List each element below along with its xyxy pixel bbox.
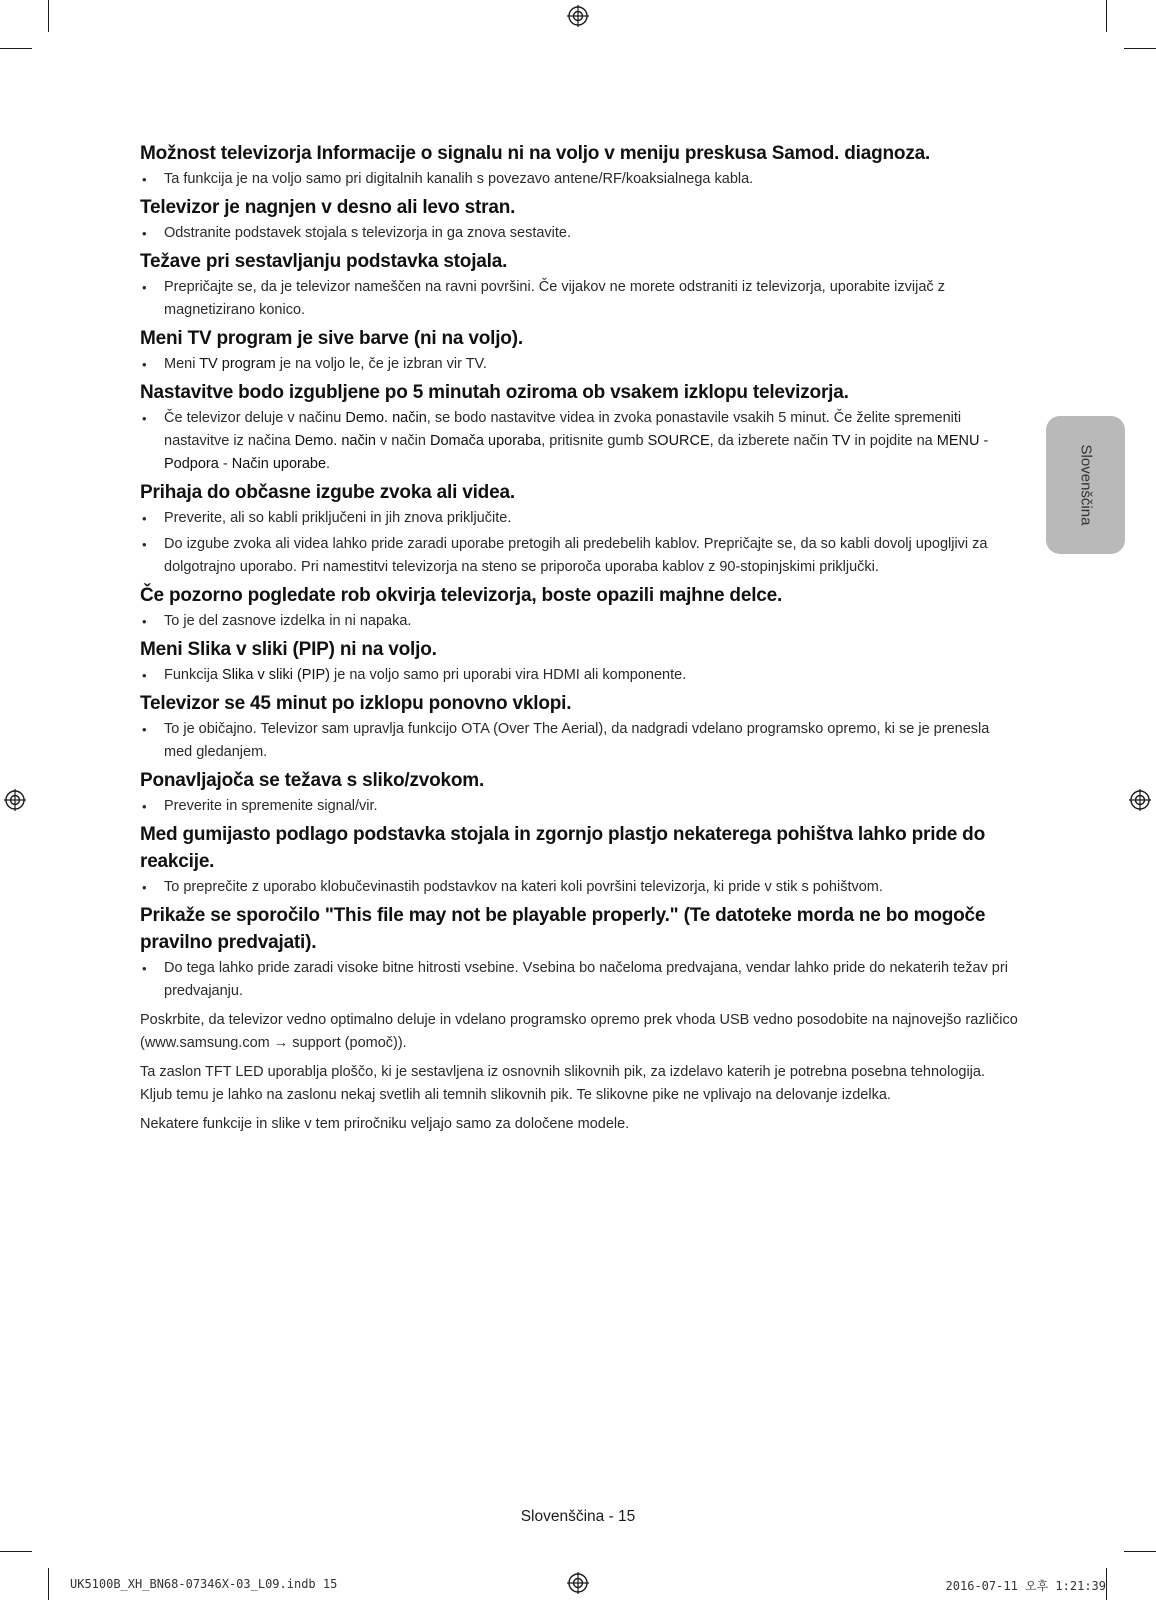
ui-term: Demo. način <box>294 433 376 449</box>
section-heading: Prikaže se sporočilo "This file may not be playable properly." (Te datoteke morda ne bo mogoče pravilno predvajati). <box>140 905 986 953</box>
section <box>140 582 1020 633</box>
bullet-text: . <box>326 456 331 472</box>
bullet-text: , se bodo nastavitve videa in zvoka ponastavile vsakih 5 minut. Če želite spremeniti nastavitve iz načina <box>164 410 962 449</box>
bullet-text: - <box>218 456 232 472</box>
bullet-text: je na voljo samo pri uporabi vira HDMI ali komponente. <box>330 667 687 683</box>
bullet-text: Do tega lahko pride zaradi visoke bitne hitrosti vsebine. Vsebina bo načeloma predvajana, vendar lahko pride do nekaterih težav pri predvajanju. <box>164 960 1008 999</box>
registration-mark-icon <box>567 1572 589 1594</box>
bullet-item <box>140 353 1020 376</box>
bullet-text: in pojdite na <box>850 433 937 449</box>
note-paragraph: Ta zaslon TFT LED uporablja ploščo, ki je sestavljena iz osnovnih slikovnih pik, za izdelavo katerih je potrebna posebna tehnologija. Kljub temu je lahko na zaslonu nekaj svetlih ali temnih slikovnih pik. Te slikovne pike ne vplivajo na delovanje izdelka. <box>140 1064 985 1103</box>
ui-term: Demo. način <box>345 410 427 426</box>
crop-mark <box>1106 1568 1107 1600</box>
section <box>140 767 1020 818</box>
bullet-list <box>140 276 1020 322</box>
section-heading: Nastavitve bodo izgubljene po 5 minutah oziroma ob vsakem izklopu televizorja. <box>140 382 849 403</box>
bullet-text: Funkcija <box>164 667 223 683</box>
crop-mark <box>1124 48 1156 49</box>
bullet-text: To je del zasnove izdelka in ni napaka. <box>164 613 412 629</box>
bullet-text: Če televizor deluje v načinu <box>164 410 346 426</box>
bullet-list <box>140 610 1020 633</box>
section-heading: Meni TV program je sive barve (ni na voljo). <box>140 328 523 349</box>
bullet-list <box>140 507 1020 579</box>
registration-mark-icon <box>4 789 26 811</box>
section-heading: Televizor je nagnjen v desno ali levo stran. <box>140 197 516 218</box>
bullet-list <box>140 795 1020 818</box>
bullet-item <box>140 168 1020 191</box>
bullet-text: Prepričajte se, da je televizor nameščen na ravni površini. Če vijakov ne morete odstraniti iz televizorja, uporabite izvijač z magnetizirano konico. <box>164 279 945 318</box>
bullet-text: , da izberete način <box>709 433 832 449</box>
ui-term: Način uporabe <box>231 456 327 472</box>
language-side-tab <box>1046 416 1125 554</box>
page-footer: Slovenščina - 15 <box>520 1508 636 1525</box>
bullet-text: To preprečite z uporabo klobučevinastih podstavkov na kateri koli površini televizorja, ki pride v stik s pohištvom. <box>164 879 883 895</box>
bullet-item <box>140 957 1020 1003</box>
bullet-list <box>140 353 1020 376</box>
bullet-item <box>140 533 1020 579</box>
sections-list <box>140 140 1020 1003</box>
bullet-item <box>140 610 1020 633</box>
section <box>140 690 1020 764</box>
bullet-item <box>140 407 1020 476</box>
notes <box>140 1009 1020 1136</box>
bullet-item <box>140 876 1020 899</box>
crop-mark <box>1106 0 1107 32</box>
section <box>140 636 1020 687</box>
crop-mark <box>1124 1551 1156 1552</box>
ui-term: TV <box>831 433 851 449</box>
section <box>140 479 1020 579</box>
ui-term: MENU <box>936 433 980 449</box>
bullet-item <box>140 795 1020 818</box>
section <box>140 325 1020 376</box>
ui-term: Slika v sliki (PIP) <box>222 667 330 683</box>
ui-term: SOURCE <box>647 433 710 449</box>
bullet-item <box>140 276 1020 322</box>
bullet-text: v način <box>375 433 430 449</box>
bullet-list <box>140 664 1020 687</box>
section <box>140 902 1020 1003</box>
bullet-item <box>140 507 1020 530</box>
registration-mark-icon <box>567 5 589 27</box>
bullet-text: je na voljo le, če je izbran vir TV. <box>275 356 487 372</box>
section-heading: Težave pri sestavljanju podstavka stojala. <box>140 251 508 272</box>
crop-mark <box>0 48 32 49</box>
section-heading: Ponavljajoča se težava s sliko/zvokom. <box>140 770 485 791</box>
section-heading: Prihaja do občasne izgube zvoka ali videa. <box>140 482 515 503</box>
bullet-list <box>140 222 1020 245</box>
section-heading: Če pozorno pogledate rob okvirja televizorja, boste opazili majhne delce. <box>140 585 783 606</box>
section-heading: Med gumijasto podlago podstavka stojala in zgornjo plastjo nekaterega pohištva lahko pride do reakcije. <box>140 824 985 872</box>
bullet-list <box>140 718 1020 764</box>
bullet-text: Do izgube zvoka ali videa lahko pride zaradi uporabe pretogih ali predebelih kablov. Prepričajte se, da so kabli dovolj upogljivi za dolgotrajno uporabo. Pri namestitvi televizorja na steno se priporoča uporaba kablov z 90-stopinjskimi priključki. <box>164 536 988 575</box>
bullet-item <box>140 664 1020 687</box>
bullet-text: Preverite in spremenite signal/vir. <box>164 798 378 814</box>
section <box>140 821 1020 899</box>
section-heading: Možnost televizorja Informacije o signalu ni na voljo v meniju preskusa Samod. diagnoza. <box>140 143 931 164</box>
section-heading: Meni Slika v sliki (PIP) ni na voljo. <box>140 639 437 660</box>
troubleshooting-content <box>140 140 1020 1136</box>
section <box>140 194 1020 245</box>
section-heading: Televizor se 45 minut po izklopu ponovno vklopi. <box>140 693 572 714</box>
bullet-text: Ta funkcija je na voljo samo pri digitalnih kanalih s povezavo antene/RF/koaksialnega kabla. <box>164 171 754 187</box>
bullet-text: Odstranite podstavek stojala s televizorja in ga znova sestavite. <box>164 225 572 241</box>
registration-mark-icon <box>1129 789 1151 811</box>
ui-term: Domača uporaba <box>429 433 542 449</box>
bullet-text: To je običajno. Televizor sam upravlja funkcijo OTA (Over The Aerial), da nadgradi vdelano programsko opremo, ki se je prenesla med gledanjem. <box>164 721 990 760</box>
ui-term: Podpora <box>164 456 219 472</box>
bullet-list <box>140 957 1020 1003</box>
bullet-text: Meni <box>164 356 200 372</box>
bullet-text: Preverite, ali so kabli priključeni in jih znova priključite. <box>164 510 512 526</box>
note-paragraph: Poskrbite, da televizor vedno optimalno deluje in vdelano programsko opremo prek vhoda USB vedno posodobite na najnovejšo različico (www.samsung.com → support (pomoč)). <box>140 1012 1018 1051</box>
crop-mark <box>0 1551 32 1552</box>
section <box>140 379 1020 476</box>
crop-mark <box>48 1568 49 1600</box>
imprint-timestamp: 2016-07-11 오후 1:21:39 <box>945 1579 1106 1593</box>
bullet-text: , pritisnite gumb <box>541 433 648 449</box>
imprint-file-info: UK5100B_XH_BN68-07346X-03_L09.indb 15 <box>70 1577 338 1591</box>
ui-term: TV program <box>199 356 276 372</box>
bullet-list <box>140 407 1020 476</box>
crop-mark <box>48 0 49 32</box>
section <box>140 248 1020 322</box>
bullet-list <box>140 876 1020 899</box>
language-side-tab-label: Slovenščina <box>1077 444 1094 526</box>
section <box>140 140 1020 191</box>
bullet-list <box>140 168 1020 191</box>
bullet-item <box>140 222 1020 245</box>
bullet-text: - <box>979 433 989 449</box>
bullet-item <box>140 718 1020 764</box>
note-paragraph: Nekatere funkcije in slike v tem priročniku veljajo samo za določene modele. <box>140 1116 630 1132</box>
